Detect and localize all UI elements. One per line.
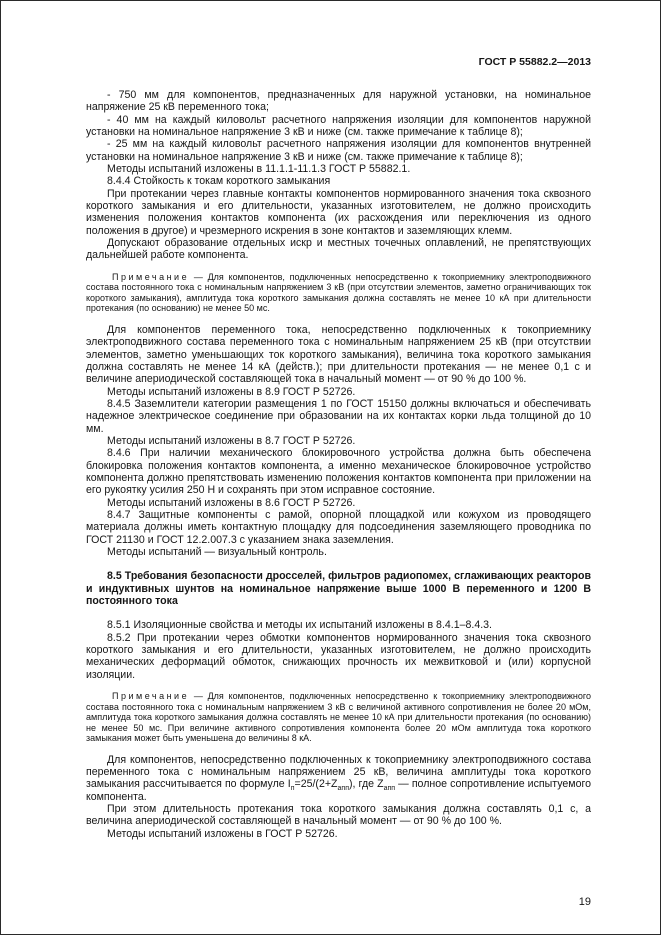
paragraph: Для компонентов, непосредственно подключенных к токоприемнику электроподвижного состава переменного тока с номинальным напряжением 25 кВ, величина амплитуды тока короткого замыкания рассчитывается по формуле $I_п=25/(2+Z_{апп})$, где $Z_{апп}$ — полное сопротивление испытуемого компонента. — [86, 753, 591, 803]
paragraph: Методы испытаний изложены в 11.1.1-11.1.3 ГОСТ Р 55882.1. — [107, 163, 411, 176]
paragraph: При этом длительность протекания тока короткого замыкания должна составлять 0,1 с, а величина апериодической составляющей в начальный момент — от 90 % до 100 %. — [86, 802, 591, 828]
paragraph: - 40 мм на каждый киловольт расчетного напряжения изоляции для компонентов наружной установки на номинальное напряжение 3 кВ и ниже (см. также примечание к таблице 8); — [86, 113, 591, 139]
doc-number: ГОСТ Р 55882.2—2013 — [478, 56, 591, 68]
paragraph: Методы испытаний изложены в 8.9 ГОСТ Р 52726. — [107, 385, 356, 398]
paragraph: Методы испытаний изложены в ГОСТ Р 52726. — [107, 827, 338, 840]
paragraph: 8.4.4 Стойкость к токам короткого замыкания — [107, 175, 331, 188]
page-header — [86, 56, 591, 68]
page-number: 19 — [578, 896, 591, 908]
note-label: Примечание — [112, 271, 190, 282]
paragraph: Методы испытаний — визуальный контроль. — [107, 546, 327, 558]
page-body — [86, 89, 591, 840]
paragraph: Допускают образование отдельных искр и местных точечных оплавлений, не препятствующих дальнейшей работе компонента. — [86, 237, 591, 262]
paragraph: Методы испытаний изложены в 8.6 ГОСТ Р 52726. — [107, 496, 356, 509]
paragraph: 8.5.2 При протекании через обмотки компонентов нормированного значения тока сквозного короткого замыкания и его длительности, указанных изготовителем, не должно происходить механических деформаций обмоток, снижающих прочность их межвитковой и (или) корпусной изоляции. — [86, 631, 591, 681]
note-label: Примечание — [112, 691, 190, 702]
note-paragraph: Примечание — Для компонентов, подключенных непосредственно к токоприемнику электроподвижного состава постоянного тока с номинальным напряжением 3 кВ с величиной активного сопротивления не более 20 мОм, амплитуда тока короткого замыкания должна составлять не менее 10 кА при длительности протекания (по основанию) не менее 50 мс. При величине активного сопротивления компонента более 20 мОм амплитуда тока короткого замыкания может быть уменьшена до величины 8 кА. — [86, 691, 591, 744]
paragraph: 8.4.5 Заземлители категории размещения 1 по ГОСТ 15150 должны включаться и обеспечивать надежное электрическое соединение при образовании на их контактах корки льда толщиной до 10 мм. — [86, 397, 591, 435]
section-heading: 8.5 Требования безопасности дросселей, фильтров радиопомех, сглаживающих реакторов и индуктивных шунтов на номинальное напряжение выше 1000 В переменного и 1200 В постоянного тока — [86, 570, 591, 608]
paragraph: 8.4.7 Защитные компоненты с рамой, опорной площадкой или кожухом из проводящего материала должны иметь контактную площадку для подсоединения заземляющего проводника по ГОСТ 21130 и ГОСТ 12.2.007.3 с указанием знака заземления. — [86, 508, 591, 546]
paragraph: При протекании через главные контакты компонентов нормированного значения тока сквозного короткого замыкания и его длительности, указанных изготовителем, не должно происходить изменения положения контактов компонента (их расхождения или переключения из одного положения в другое) и чрезмерного искрения в зоне контактов и заземляющих клемм. — [86, 187, 591, 237]
paragraph: - 25 мм на каждый киловольт расчетного напряжения изоляции для компонентов внутренней установки на номинальное напряжение 3 кВ и ниже (см. также примечание к таблице 8); — [86, 138, 591, 163]
note-paragraph: Примечание — Для компонентов, подключенных непосредственно к токоприемнику электроподвижного состава постоянного тока с номинальным напряжением 3 кВ (при отсутствии элементов, заметно ограничивающих ток короткого замыкания), амплитуда тока короткого замыкания должна составлять не менее 10 кА при длительности протекания (по основанию) не менее 50 мс. — [86, 271, 591, 314]
paragraph: Методы испытаний изложены в 8.7 ГОСТ Р 52726. — [107, 434, 356, 447]
page-footer — [86, 896, 591, 908]
paragraph: Для компонентов переменного тока, непосредственно подключенных к токоприемнику электроподвижного состава переменного тока с номинальным напряжением 25 кВ (при отсутствии элементов, заметно уменьшающих ток короткого замыкания), величина тока короткого замыкания должна составлять не менее 14 кА (действ.); при длительности протекания — не менее 0,1 с и величине апериодической составляющей тока в начальный момент — от 90 % до 100 %. — [86, 323, 591, 386]
paragraph: - 750 мм для компонентов, предназначенных для наружной установки, на номинальное напряжение 25 кВ переменного тока; — [86, 89, 591, 114]
paragraph: 8.5.1 Изоляционные свойства и методы их испытаний изложены в 8.4.1–8.4.3. — [107, 619, 493, 632]
paragraph: 8.4.6 При наличии механического блокировочного устройства должна быть обеспечена блокировка положения контактов компонента, а именно механическое блокировочное устройство компонента должно препятствовать изменению положения контактов компонента при приложении на его рукоятку усилия 250 Н и сохранять при этом исправное состояние. — [86, 447, 591, 497]
